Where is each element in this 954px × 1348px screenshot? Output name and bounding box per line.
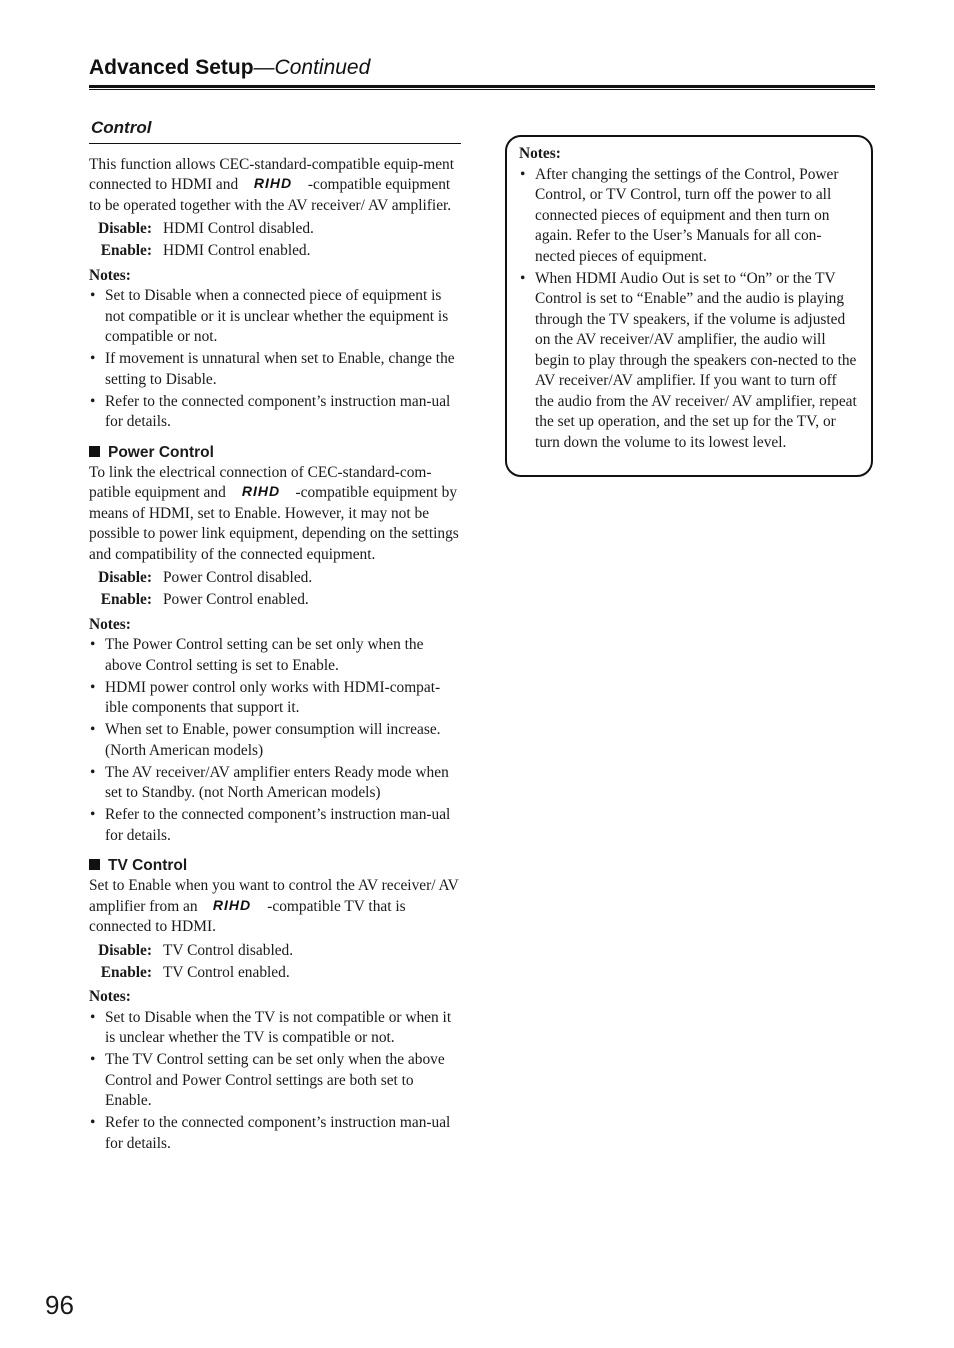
list-item: • When set to Enable, power consumption will increase. (North American models) — [89, 720, 461, 761]
control-definitions — [89, 219, 461, 262]
subsection-title-tv-control — [89, 856, 461, 876]
tv-intro-text-1: Set to Enable when you want to control the AV receiver/ AV amplifier from an — [89, 877, 459, 915]
definition-row — [89, 941, 461, 962]
control-intro — [89, 155, 461, 217]
definition-desc: Power Control enabled. — [163, 591, 309, 608]
tv-intro-text-2: -compatible TV that is connected to HDMI. — [89, 897, 406, 935]
definition-row — [89, 241, 461, 262]
subsection-title-text: TV Control — [108, 857, 188, 874]
definition-row — [89, 590, 461, 611]
definition-term: Disable: — [98, 941, 152, 959]
list-item: • The TV Control setting can be set only when the above Control and Power Control settings are both set to Enable. — [89, 1050, 461, 1112]
power-control-notes-list — [89, 635, 461, 846]
rihd-logo-icon — [244, 176, 302, 190]
tv-control-notes-list — [89, 1008, 461, 1155]
svg-text:RIHD: RIHD — [241, 484, 280, 498]
power-control-intro — [89, 463, 461, 566]
square-bullet-icon — [89, 446, 100, 457]
notes-title: Notes: — [89, 266, 131, 284]
header-title: Advanced Setup — [89, 56, 254, 79]
definition-term: Disable: — [98, 220, 152, 237]
list-item: • The AV receiver/AV amplifier enters Ready mode when set to Standby. (not North American models) — [89, 763, 461, 804]
definition-desc: Power Control disabled. — [163, 569, 313, 586]
definition-row — [89, 568, 461, 589]
list-item: • Set to Disable when a connected piece of equipment is not compatible or it is unclear whether the equipment is compatible or not. — [89, 286, 461, 348]
tv-control-definitions — [89, 941, 461, 984]
header-continued: —Continued — [253, 56, 371, 79]
definition-term: Enable: — [100, 242, 152, 259]
page-number: 96 — [45, 1290, 74, 1320]
list-item: • After changing the settings of the Control, Power Control, or TV Control, turn off the power to all connected pieces of equipment and then turn on again. Refer to the User’s Manuals for all con-nected pieces of equipment. — [519, 165, 859, 268]
definition-term: Disable: — [98, 569, 152, 586]
rihd-logo-icon — [203, 898, 261, 912]
power-intro-text-1: To link the electrical connection of CEC-standard-com-patible equipment and — [89, 463, 432, 501]
svg-text:RIHD: RIHD — [213, 897, 252, 912]
page-header — [89, 56, 370, 80]
list-item: • Refer to the connected component’s instruction man-ual for details. — [89, 1113, 461, 1154]
notes-box — [505, 135, 873, 477]
definition-term: Enable: — [100, 591, 152, 608]
notes-title: Notes: — [89, 988, 131, 1005]
list-item: • If movement is unnatural when set to Enable, change the setting to Disable. — [89, 349, 461, 390]
notes-box-title: Notes: — [519, 145, 561, 162]
power-control-definitions — [89, 568, 461, 611]
rihd-logo-icon — [232, 484, 290, 498]
definition-desc: TV Control disabled. — [163, 941, 294, 959]
definition-row — [89, 219, 461, 240]
tv-control-intro — [89, 876, 461, 938]
list-item: • Refer to the connected component’s instruction man-ual for details. — [89, 392, 461, 433]
svg-text:RIHD: RIHD — [253, 176, 293, 190]
definition-term: Enable: — [100, 963, 152, 981]
list-item: • Set to Disable when the TV is not compatible or when it is unclear whether the TV is compatible or not. — [89, 1008, 461, 1049]
definition-desc: TV Control enabled. — [163, 963, 290, 981]
subsection-title-text: Power Control — [108, 443, 214, 461]
list-item: • Refer to the connected component’s instruction man-ual for details. — [89, 805, 461, 846]
control-notes-list — [89, 286, 461, 433]
definition-row — [89, 963, 461, 984]
notes-box-list — [519, 165, 859, 454]
notes-title: Notes: — [89, 615, 131, 633]
definition-desc: HDMI Control disabled. — [163, 220, 314, 237]
subsection-title-power-control — [89, 443, 461, 463]
square-bullet-icon — [89, 859, 100, 870]
section-title-control: Control — [89, 118, 461, 144]
list-item: • HDMI power control only works with HDMI-compat-ible components that support it. — [89, 678, 461, 719]
list-item: • The Power Control setting can be set only when the above Control setting is set to Enable. — [89, 635, 461, 676]
definition-desc: HDMI Control enabled. — [163, 242, 311, 259]
list-item: • When HDMI Audio Out is set to “On” or the TV Control is set to “Enable” and the audio is playing through the TV speakers, if the volume is adjusted on the AV receiver/AV amplifier, the audio will begin to play through the speakers con-nected to the AV receiver/AV amplifier. If you want to turn off the audio from the AV receiver/ AV amplifier, repeat the set up operation, and the set up for the TV, or turn down the volume to its lowest level. — [519, 269, 859, 454]
header-rule — [89, 85, 875, 90]
left-column — [89, 118, 461, 1156]
control-intro-text-2: -compatible equipment to be operated together with the AV receiver/ AV amplifier. — [89, 176, 452, 214]
control-intro-text-1: This function allows CEC-standard-compatible equip-ment connected to HDMI and — [89, 155, 455, 193]
power-intro-text-2: -compatible equipment by means of HDMI, set to Enable. However, it may not be possible to power link equipment, depending on the settings and compatibility of the connected equipment. — [89, 484, 459, 563]
